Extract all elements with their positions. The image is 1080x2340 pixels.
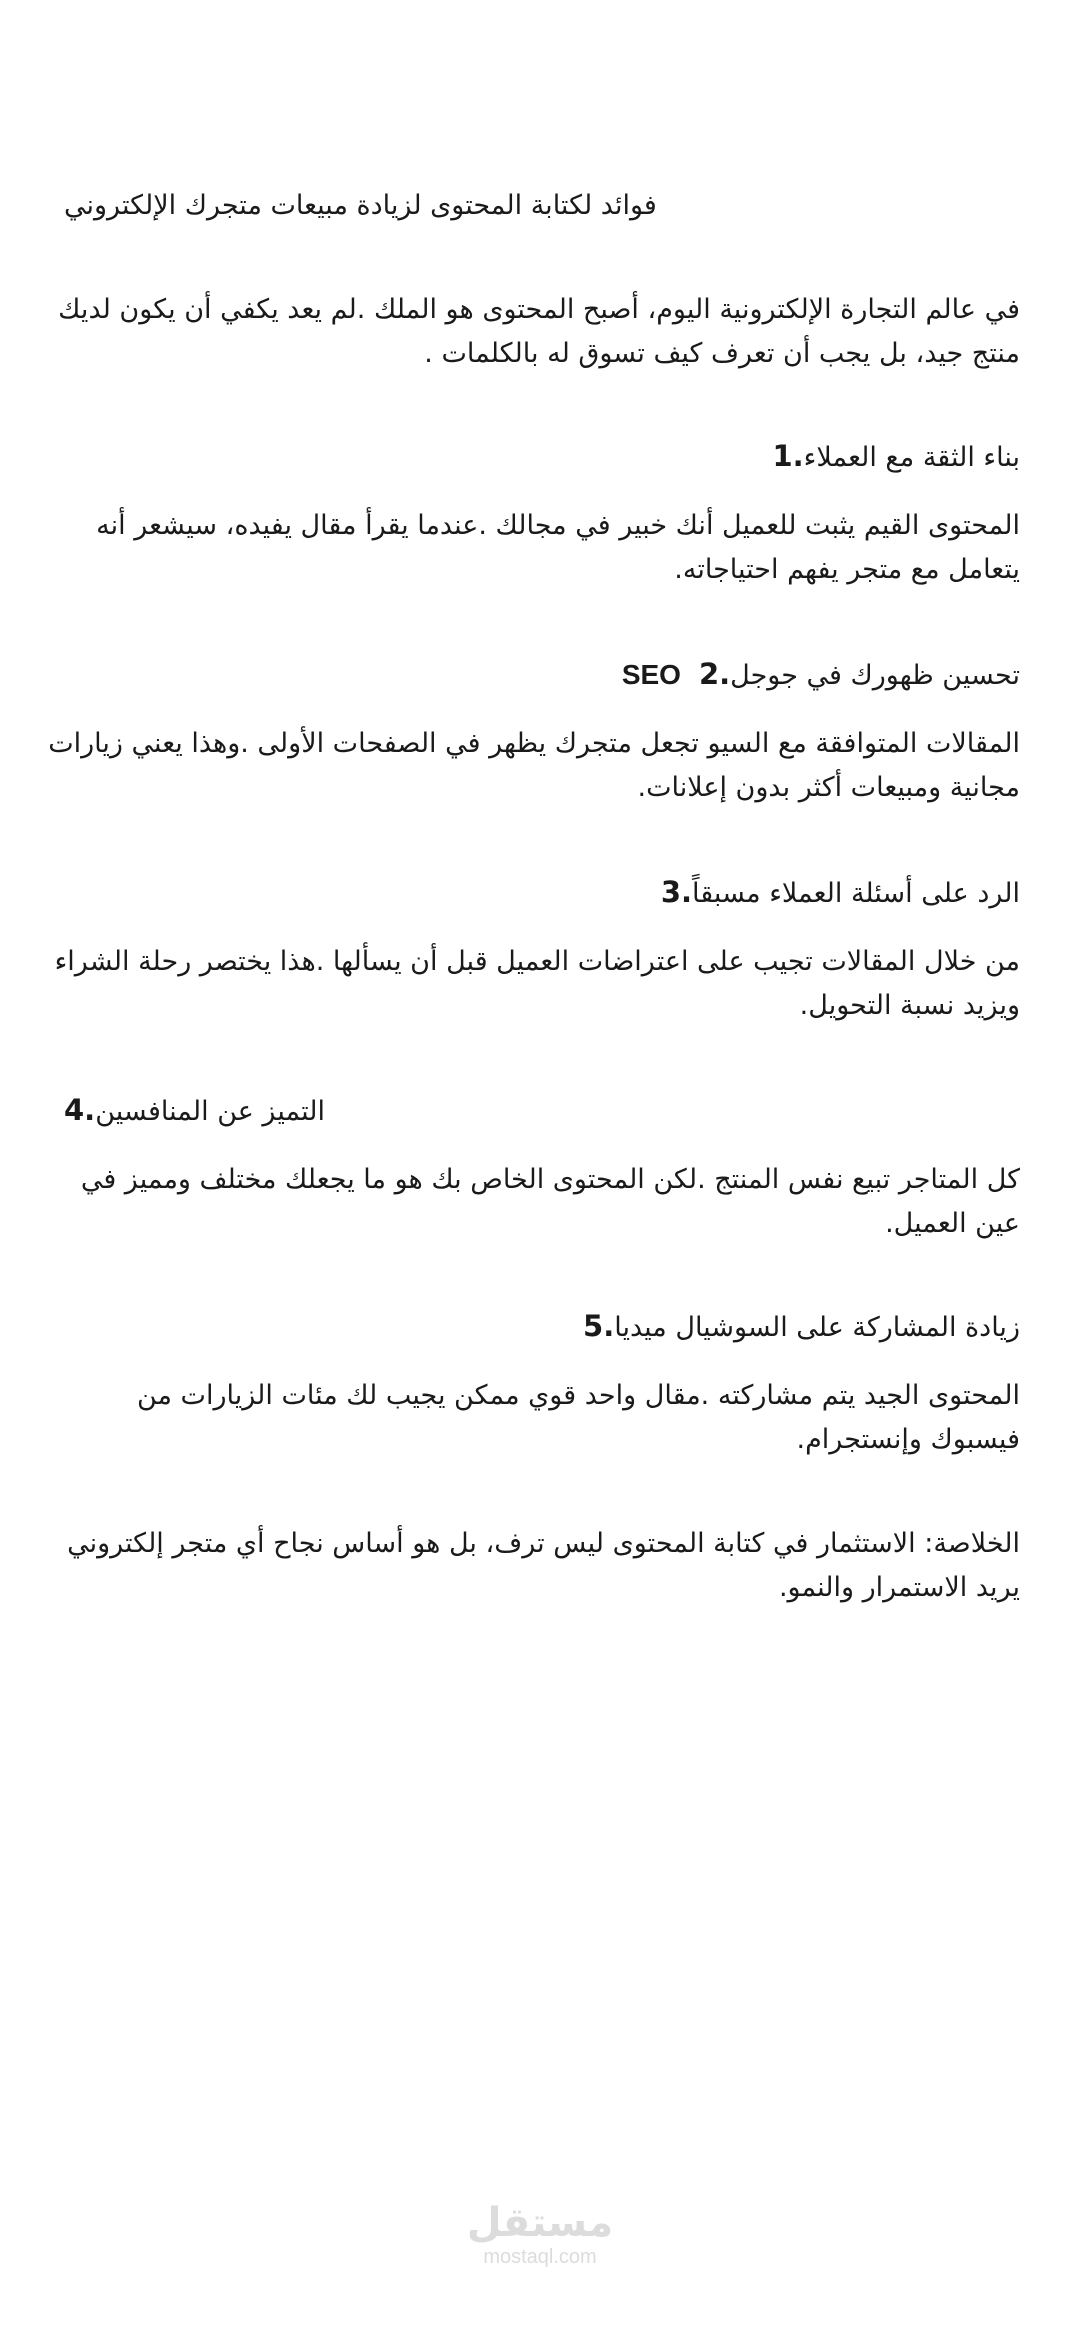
intro-paragraph xyxy=(58,288,1020,376)
section-line: المقالات المتوافقة مع السيو تجعل متجرك يظهر في الصفحات الأولى .وهذا يعني زيارات xyxy=(48,728,1020,759)
article-title-text: فوائد لكتابة المحتوى لزيادة مبيعات متجرك الإلكتروني xyxy=(64,190,657,221)
section-line: مجانية ومبيعات أكثر بدون إعلانات. xyxy=(637,772,1020,803)
section-line: ويزيد نسبة التحويل. xyxy=(799,990,1020,1021)
conclusion-line: الخلاصة: الاستثمار في كتابة المحتوى ليس ترف، بل هو أساس نجاح أي متجر إلكتروني xyxy=(67,1528,1020,1559)
section-line: كل المتاجر تبيع نفس المنتج .لكن المحتوى الخاص بك هو ما يجعلك مختلف ومميز في xyxy=(80,1164,1020,1195)
section-heading-text: بناء الثقة مع العملاء xyxy=(803,442,1020,473)
section-line: فيسبوك وإنستجرام. xyxy=(796,1424,1020,1455)
section-number: 2. xyxy=(698,657,731,691)
section-number: 4. xyxy=(64,1093,96,1127)
section-number: 1. xyxy=(772,439,804,473)
section-heading-1 xyxy=(64,436,1020,478)
section-heading-text: زيادة المشاركة على السوشيال ميديا xyxy=(614,1312,1020,1343)
section-paragraph-4 xyxy=(64,1158,1020,1246)
intro-line: منتج جيد، بل يجب أن تعرف كيف تسوق له بالكلمات . xyxy=(424,338,1020,369)
section-number: 3. xyxy=(660,875,693,909)
article-title xyxy=(64,186,1020,226)
section-paragraph-5 xyxy=(64,1374,1020,1462)
section-line: عين العميل. xyxy=(885,1208,1020,1239)
section-heading-3 xyxy=(64,872,1020,914)
mostaql-watermark xyxy=(0,2200,1080,2268)
section-heading-text: التميز عن المنافسين xyxy=(95,1096,325,1127)
section-heading-5 xyxy=(64,1306,1020,1348)
section-heading-2 xyxy=(64,654,1020,696)
section-paragraph-3 xyxy=(54,940,1020,1028)
section-paragraph-1 xyxy=(64,504,1020,592)
watermark-domain: mostaql.com xyxy=(483,2246,597,2268)
section-line: المحتوى القيم يثبت للعميل أنك خبير في مجالك .عندما يقرأ مقال يفيده، سيشعر أنه xyxy=(96,510,1020,541)
section-number: 5. xyxy=(583,1309,615,1343)
section-paragraph-2 xyxy=(48,722,1020,810)
section-line: المحتوى الجيد يتم مشاركته .مقال واحد قوي ممكن يجيب لك مئات الزيارات من xyxy=(136,1380,1020,1411)
conclusion-line: يريد الاستمرار والنمو. xyxy=(778,1572,1020,1603)
section-heading-text: الرد على أسئلة العملاء مسبقاً xyxy=(692,878,1020,909)
watermark-logo-text: مستقل xyxy=(466,2200,614,2246)
section-heading-4 xyxy=(64,1090,1020,1132)
section-heading-text: تحسين ظهورك في جوجل xyxy=(730,660,1020,691)
conclusion-paragraph xyxy=(64,1522,1020,1610)
seo-label: SEO xyxy=(621,659,681,690)
section-line: يتعامل مع متجر يفهم احتياجاته. xyxy=(674,554,1020,585)
section-line: من خلال المقالات تجيب على اعتراضات العميل قبل أن يسألها .هذا يختصر رحلة الشراء xyxy=(54,946,1020,977)
intro-line: في عالم التجارة الإلكترونية اليوم، أصبح المحتوى هو الملك .لم يعد يكفي أن يكون لديك xyxy=(58,294,1020,325)
